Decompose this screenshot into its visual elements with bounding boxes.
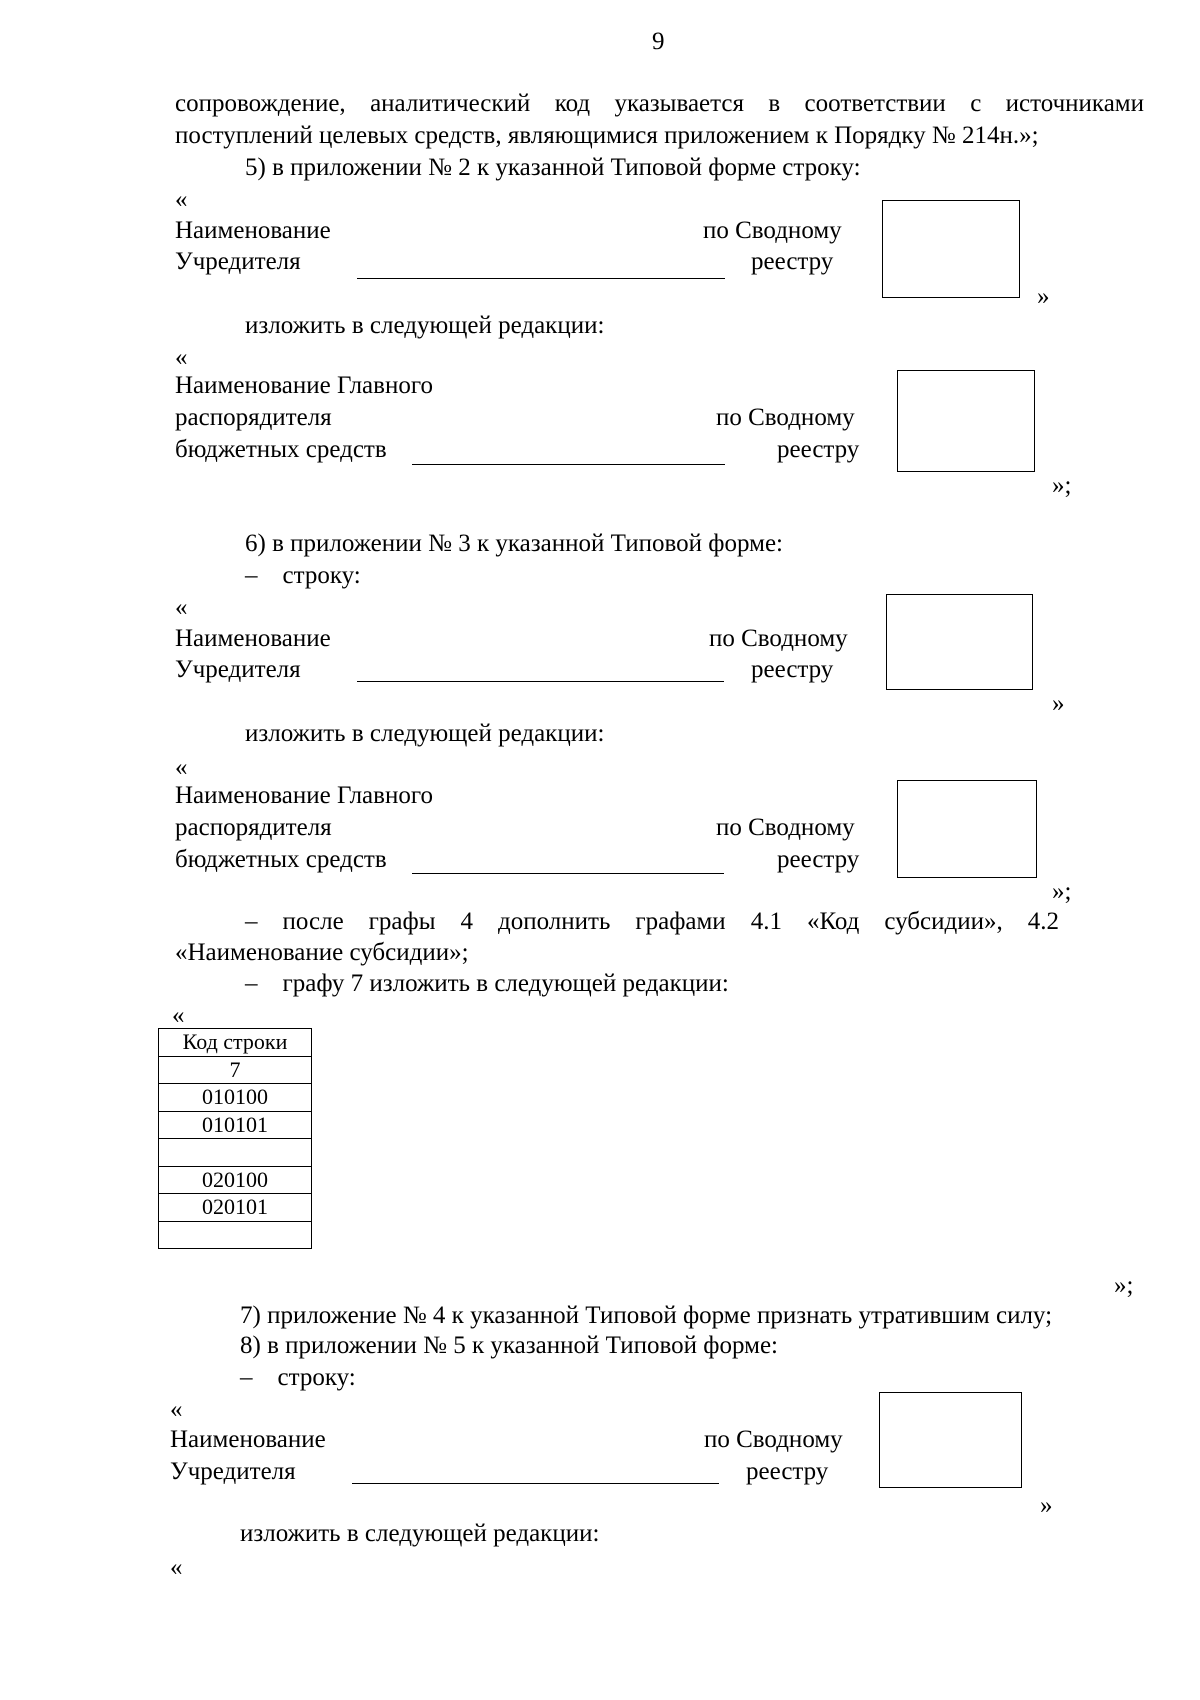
row-code-cell: 010101 bbox=[159, 1111, 312, 1139]
item5-new-label-line1: Наименование Главного bbox=[175, 372, 433, 399]
row-code-cell bbox=[159, 1139, 312, 1167]
item6-old-registry-box bbox=[886, 594, 1033, 690]
page-number: 9 bbox=[652, 28, 665, 55]
item8-old-registry-box bbox=[879, 1392, 1022, 1488]
item6-new-registry-box bbox=[897, 780, 1037, 878]
item6-table-close-quote: »; bbox=[1114, 1272, 1134, 1299]
item5-old-registry-box bbox=[882, 200, 1020, 298]
item5-old-open-quote: « bbox=[175, 186, 188, 213]
item5-instruction: изложить в следующей редакции: bbox=[245, 312, 605, 339]
item6-new-underline bbox=[412, 873, 724, 874]
item8-new-open-quote: « bbox=[170, 1554, 183, 1581]
row-code-cell: 010100 bbox=[159, 1084, 312, 1112]
row-code-table bbox=[158, 1028, 312, 1249]
item5-old-label-line2: Учредителя bbox=[175, 248, 301, 275]
item8-old-open-quote: « bbox=[170, 1396, 183, 1423]
item6-old-underline bbox=[357, 681, 724, 682]
row-code-header: Код строки bbox=[159, 1029, 312, 1057]
item5-old-right-line1: по Сводному bbox=[703, 217, 842, 244]
item8-instruction: изложить в следующей редакции: bbox=[240, 1520, 600, 1547]
item6-new-close-quote: »; bbox=[1052, 878, 1072, 905]
intro-line-1: сопровождение, аналитический код указывается в соответствии с источниками bbox=[175, 90, 1144, 117]
intro-line-2: поступлений целевых средств, являющимися приложением к Порядку № 214н.»; bbox=[175, 122, 1039, 149]
item6-new-open-quote: « bbox=[175, 754, 188, 781]
item5-old-label-line1: Наименование bbox=[175, 217, 331, 244]
item6-dash-line: – строку: bbox=[245, 562, 361, 589]
item6-new-label-line1: Наименование Главного bbox=[175, 782, 433, 809]
item5-new-label-line2: распорядителя bbox=[175, 404, 332, 431]
item6-instruction: изложить в следующей редакции: bbox=[245, 720, 605, 747]
row-code-cell bbox=[159, 1221, 312, 1249]
row-code-cell: 7 bbox=[159, 1056, 312, 1084]
item5-new-right-line2: реестру bbox=[777, 436, 860, 463]
item7-text: 7) приложение № 4 к указанной Типовой форме признать утратившим силу; bbox=[240, 1302, 1053, 1329]
item6-old-label-line2: Учредителя bbox=[175, 656, 301, 683]
item5-new-label-line3: бюджетных средств bbox=[175, 436, 387, 463]
item6-new-label-line3: бюджетных средств bbox=[175, 846, 387, 873]
item5-old-right-line2: реестру bbox=[751, 248, 834, 275]
item6-new-right-line2: реестру bbox=[777, 846, 860, 873]
item6-new-label-line2: распорядителя bbox=[175, 814, 332, 841]
item8-old-label-line1: Наименование bbox=[170, 1426, 326, 1453]
item5-old-underline bbox=[357, 278, 725, 279]
item6-old-right-line1: по Сводному bbox=[709, 625, 848, 652]
item6-old-open-quote: « bbox=[175, 594, 188, 621]
item6-add-columns-line2: «Наименование субсидии»; bbox=[175, 939, 469, 966]
item8-old-right-line2: реестру bbox=[746, 1458, 829, 1485]
item6-table-open-quote: « bbox=[172, 1002, 185, 1029]
item5-heading: 5) в приложении № 2 к указанной Типовой форме строку: bbox=[245, 154, 861, 181]
item6-old-label-line1: Наименование bbox=[175, 625, 331, 652]
item8-old-close-quote: » bbox=[1040, 1492, 1053, 1519]
item6-new-right-line1: по Сводному bbox=[716, 814, 855, 841]
item6-column7-line: – графу 7 изложить в следующей редакции: bbox=[245, 970, 729, 997]
item6-heading: 6) в приложении № 3 к указанной Типовой форме: bbox=[245, 530, 783, 557]
item8-dash-line: – строку: bbox=[240, 1364, 356, 1391]
item6-old-right-line2: реестру bbox=[751, 656, 834, 683]
item8-old-underline bbox=[352, 1483, 719, 1484]
item6-old-close-quote: » bbox=[1052, 690, 1065, 717]
item5-new-open-quote: « bbox=[175, 344, 188, 371]
item5-new-close-quote: »; bbox=[1052, 472, 1072, 499]
item5-old-close-quote: » bbox=[1037, 283, 1050, 310]
item5-new-registry-box bbox=[897, 370, 1035, 472]
item5-new-underline bbox=[412, 464, 725, 465]
item8-heading: 8) в приложении № 5 к указанной Типовой форме: bbox=[240, 1332, 778, 1359]
item5-new-right-line1: по Сводному bbox=[716, 404, 855, 431]
row-code-cell: 020100 bbox=[159, 1166, 312, 1194]
item8-old-right-line1: по Сводному bbox=[704, 1426, 843, 1453]
item6-add-columns-line1: – после графы 4 дополнить графами 4.1 «Код субсидии», 4.2 bbox=[245, 908, 1059, 935]
row-code-cell: 020101 bbox=[159, 1194, 312, 1222]
item8-old-label-line2: Учредителя bbox=[170, 1458, 296, 1485]
